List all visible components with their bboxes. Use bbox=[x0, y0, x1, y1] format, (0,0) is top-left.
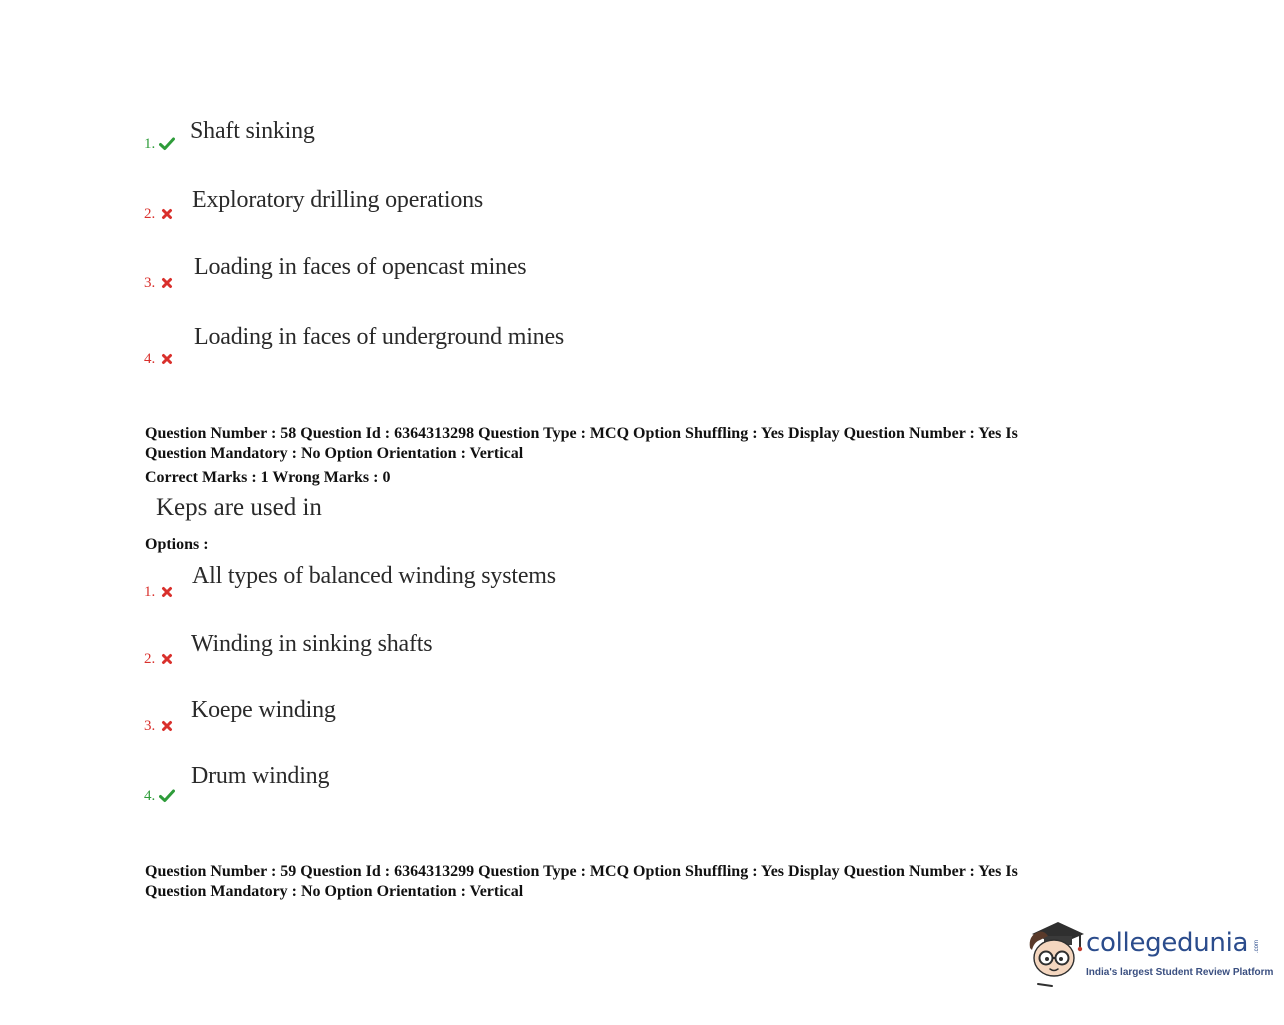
q58-question-stem: Keps are used in bbox=[156, 494, 322, 521]
check-icon bbox=[159, 137, 175, 151]
q57-option-2-text: Exploratory drilling operations bbox=[192, 187, 484, 213]
q57-option-3-text: Loading in faces of opencast mines bbox=[194, 254, 527, 280]
logo-wordmark: collegedunia bbox=[1086, 928, 1249, 958]
q58-option-3-text: Koepe winding bbox=[191, 697, 336, 723]
cross-icon bbox=[159, 352, 175, 366]
option-number: 4. bbox=[144, 788, 156, 804]
cross-icon bbox=[159, 719, 175, 733]
option-number: 2. bbox=[144, 651, 156, 667]
logo-com: .com bbox=[1254, 940, 1260, 954]
q58-option-1-text: All types of balanced winding systems bbox=[192, 563, 556, 589]
cross-icon bbox=[159, 585, 175, 599]
mascot-icon bbox=[1024, 918, 1086, 990]
option-number: 1. bbox=[144, 136, 156, 152]
q59-meta-line-2: Question Mandatory : No Option Orientation : Vertical bbox=[145, 883, 524, 900]
option-number: 4. bbox=[144, 351, 156, 367]
cross-icon bbox=[159, 652, 175, 666]
check-icon bbox=[159, 789, 175, 803]
q58-option-2-text: Winding in sinking shafts bbox=[191, 631, 433, 657]
q58-option-1-marker bbox=[144, 583, 175, 601]
q57-option-3-marker bbox=[144, 274, 175, 292]
cross-icon bbox=[159, 207, 175, 221]
q58-option-3-marker bbox=[144, 717, 175, 735]
q57-option-4-marker bbox=[144, 350, 175, 368]
option-number: 3. bbox=[144, 718, 156, 734]
cross-icon bbox=[159, 276, 175, 290]
q58-option-4-text: Drum winding bbox=[191, 763, 330, 789]
q57-option-1-text: Shaft sinking bbox=[190, 118, 315, 144]
option-number: 3. bbox=[144, 275, 156, 291]
q58-meta-line-1: Question Number : 58 Question Id : 6364313298 Question Type : MCQ Option Shuffling : Yes Display Question Number : Yes Is bbox=[145, 425, 1018, 442]
q57-option-2-marker bbox=[144, 205, 175, 223]
logo-tagline: India's largest Student Review Platform bbox=[1086, 967, 1274, 978]
q57-option-1-marker bbox=[144, 135, 175, 153]
q57-option-4-text: Loading in faces of underground mines bbox=[194, 324, 565, 350]
q58-option-4-marker bbox=[144, 787, 175, 805]
q59-meta-line-1: Question Number : 59 Question Id : 6364313299 Question Type : MCQ Option Shuffling : Yes Display Question Number : Yes Is bbox=[145, 863, 1018, 880]
q58-meta-line-2: Question Mandatory : No Option Orientation : Vertical bbox=[145, 445, 524, 462]
q58-option-2-marker bbox=[144, 650, 175, 668]
option-number: 2. bbox=[144, 206, 156, 222]
q58-options-label: Options : bbox=[145, 536, 209, 553]
collegedunia-logo[interactable] bbox=[1024, 918, 1274, 990]
option-number: 1. bbox=[144, 584, 156, 600]
q58-marks: Correct Marks : 1 Wrong Marks : 0 bbox=[145, 469, 391, 486]
